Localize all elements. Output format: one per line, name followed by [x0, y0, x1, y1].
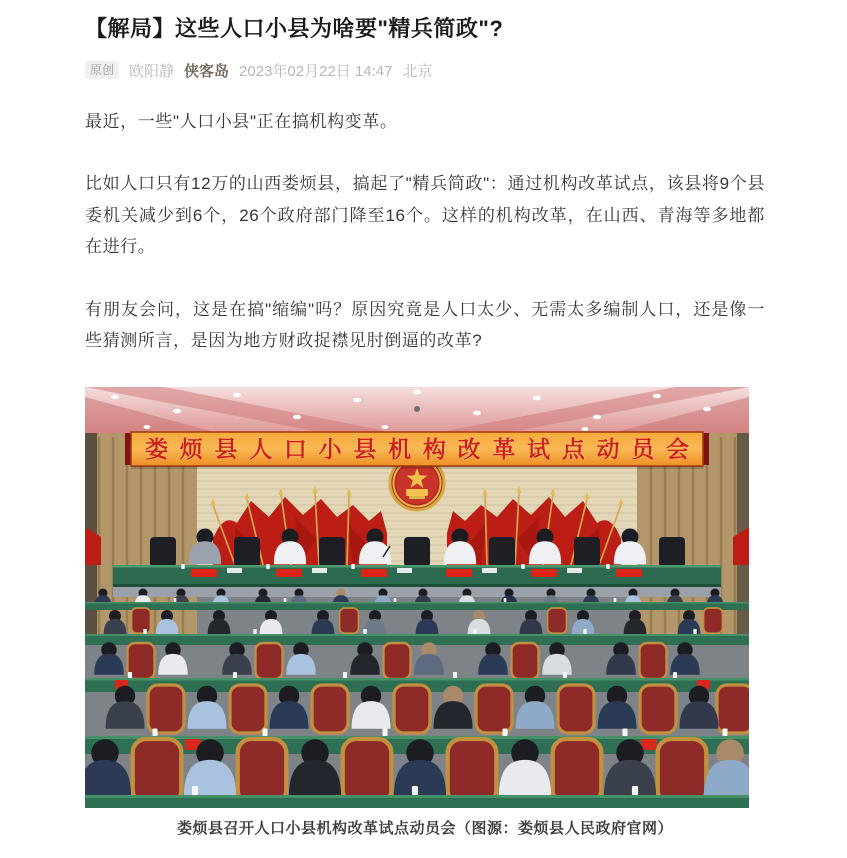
audience-row-d — [106, 685, 749, 733]
head-table — [113, 564, 721, 587]
article-page — [0, 14, 847, 838]
author-name: 欧阳静 — [129, 62, 175, 80]
article-meta — [85, 60, 765, 81]
paragraph-3: 有朋友会问，这是在搞"缩编"吗？原因究竟是人口太少、无需太多编制人口，还是像一些猜测所言，是因为地方财政捉襟见肘倒逼的改革? — [85, 299, 765, 350]
ceiling-projector — [414, 406, 420, 412]
paragraph-2: 比如人口只有12万的山西娄烦县，搞起了"精兵简政"：通过机构改革试点，该县将9个县委机关减少到6个，26个政府部门降至16个。这样的机构改革，在山西、青海等多地都在进行。 — [85, 174, 765, 257]
publish-datetime: 2023年02月22日 14:47 — [239, 62, 393, 80]
article-body — [85, 106, 765, 357]
article-figure — [85, 387, 765, 838]
account-link[interactable]: 侠客岛 — [184, 62, 230, 80]
photo-caption: 娄烦县召开人口小县机构改革试点动员会（图源：娄烦县人民政府官网） — [176, 820, 673, 838]
photo-banner-text: 娄烦县人口小县机构改革试点动员会 — [145, 436, 689, 463]
original-badge: 原创 — [85, 61, 119, 79]
paragraph-1: 最近，一些"人口小县"正在搞机构变革。 — [85, 111, 398, 131]
meeting-banner — [125, 432, 709, 469]
article-title: 【解局】这些人口小县为啥要"精兵简政"? — [85, 16, 504, 41]
article-photo[interactable] — [85, 387, 749, 808]
publish-location: 北京 — [402, 62, 433, 80]
